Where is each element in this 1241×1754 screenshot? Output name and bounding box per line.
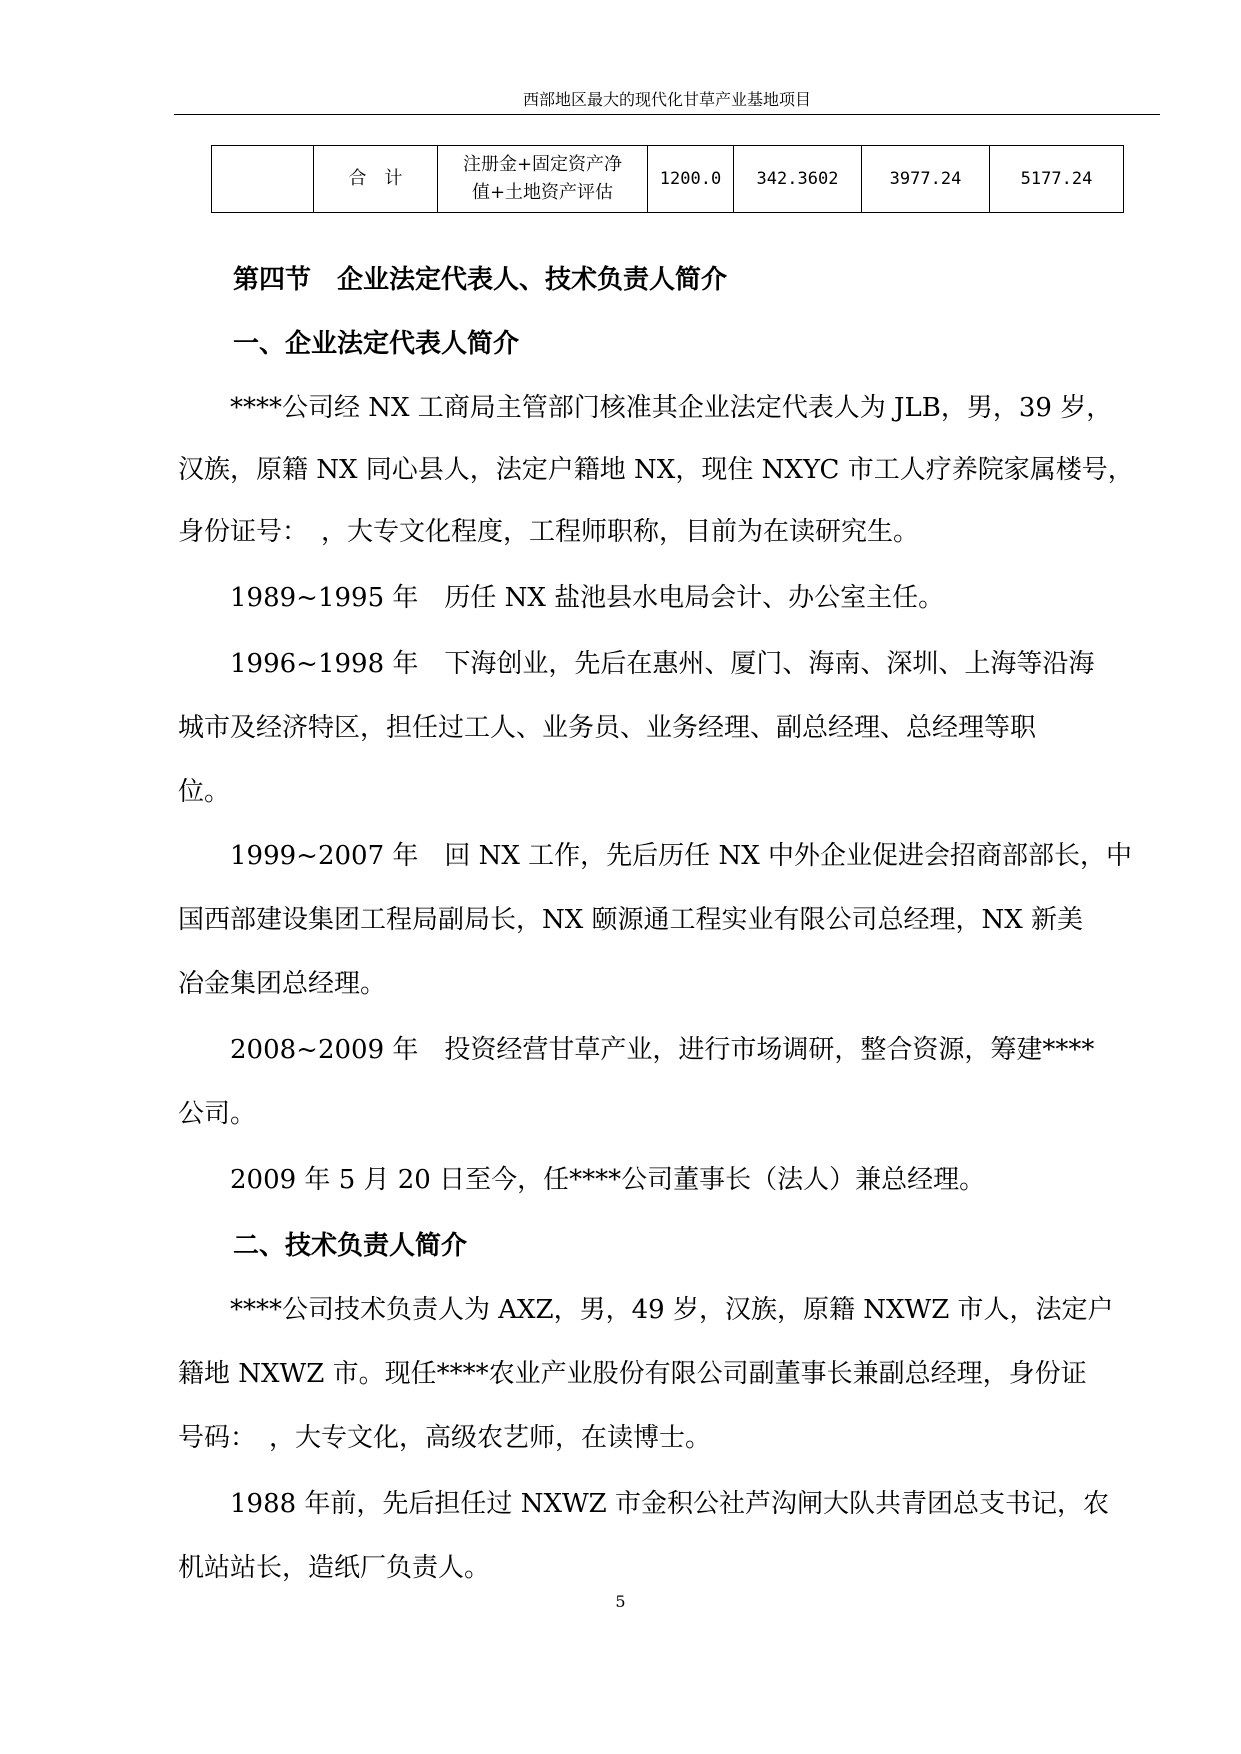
description-line-2: 值+土地资产评估: [471, 182, 614, 203]
table-row: [212, 146, 1124, 213]
table-cell-value-4: 5177.24: [990, 146, 1124, 213]
paragraph-line: 位。: [178, 777, 231, 807]
paragraph-line: 公司。: [178, 1099, 257, 1129]
paragraph-line: 汉族，原籍 NX 同心县人，法定户籍地 NX，现住 NXYC 市工人疗养院家属楼号，: [178, 455, 1134, 485]
subsection-title-technical-lead: 二、技术负责人简介: [233, 1231, 468, 1261]
summary-table: [211, 145, 1124, 213]
paragraph-line: 国西部建设集团工程局副局长，NX 颐源通工程实业有限公司总经理，NX 新美: [178, 905, 1084, 935]
paragraph-line: 1999~2007 年 回 NX 工作，先后历任 NX 中外企业促进会招商部部长，中: [178, 841, 1132, 871]
paragraph-line: 籍地 NXWZ 市。现任****农业产业股份有限公司副董事长兼副总经理，身份证: [178, 1359, 1087, 1389]
table-cell-value-2: 342.3602: [734, 146, 862, 213]
paragraph-line: 城市及经济特区，担任过工人、业务员、业务经理、副总经理、总经理等职: [178, 713, 1037, 743]
paragraph-line: ****公司经 NX 工商局主管部门核准其企业法定代表人为 JLB，男，39 岁，: [178, 393, 1113, 423]
table-cell-total-label: 合 计: [314, 146, 438, 213]
paragraph-line: 2008~2009 年 投资经营甘草产业，进行市场调研，整合资源，筹建****: [178, 1035, 1095, 1065]
paragraph-line: 号码： ，大专文化，高级农艺师，在读博士。: [178, 1423, 712, 1453]
paragraph-line: 2009 年 5 月 20 日至今，任****公司董事长（法人）兼总经理。: [178, 1165, 986, 1195]
paragraph-line: 机站站长，造纸厂负责人。: [178, 1553, 491, 1583]
paragraph-line: 冶金集团总经理。: [178, 969, 387, 999]
paragraph-line: 1989~1995 年 历任 NX 盐池县水电局会计、办公室主任。: [178, 583, 945, 613]
header-rule: [174, 114, 1160, 115]
table-cell-value-3: 3977.24: [862, 146, 990, 213]
paragraph-line: ****公司技术负责人为 AXZ，男，49 岁，汉族，原籍 NXWZ 市人，法定户: [178, 1295, 1114, 1325]
page-number: 5: [615, 1592, 626, 1611]
paragraph-line: 1988 年前，先后担任过 NXWZ 市金积公社芦沟闸大队共青团总支书记，农: [178, 1489, 1110, 1519]
page-header-title: 西部地区最大的现代化甘草产业基地项目: [522, 90, 811, 109]
table-cell-value-1: 1200.0: [648, 146, 734, 213]
section-title: 第四节 企业法定代表人、技术负责人简介: [233, 265, 728, 295]
description-line-1: 注册金+固定资产净: [462, 154, 623, 175]
table-cell-empty: [212, 146, 314, 213]
paragraph-line: 1996~1998 年 下海创业，先后在惠州、厦门、海南、深圳、上海等沿海: [178, 649, 1095, 679]
paragraph-line: 身份证号： ，大专文化程度，工程师职称，目前为在读研究生。: [178, 517, 920, 547]
table-cell-description: [438, 146, 648, 213]
subsection-title-legal-representative: 一、企业法定代表人简介: [233, 329, 520, 359]
